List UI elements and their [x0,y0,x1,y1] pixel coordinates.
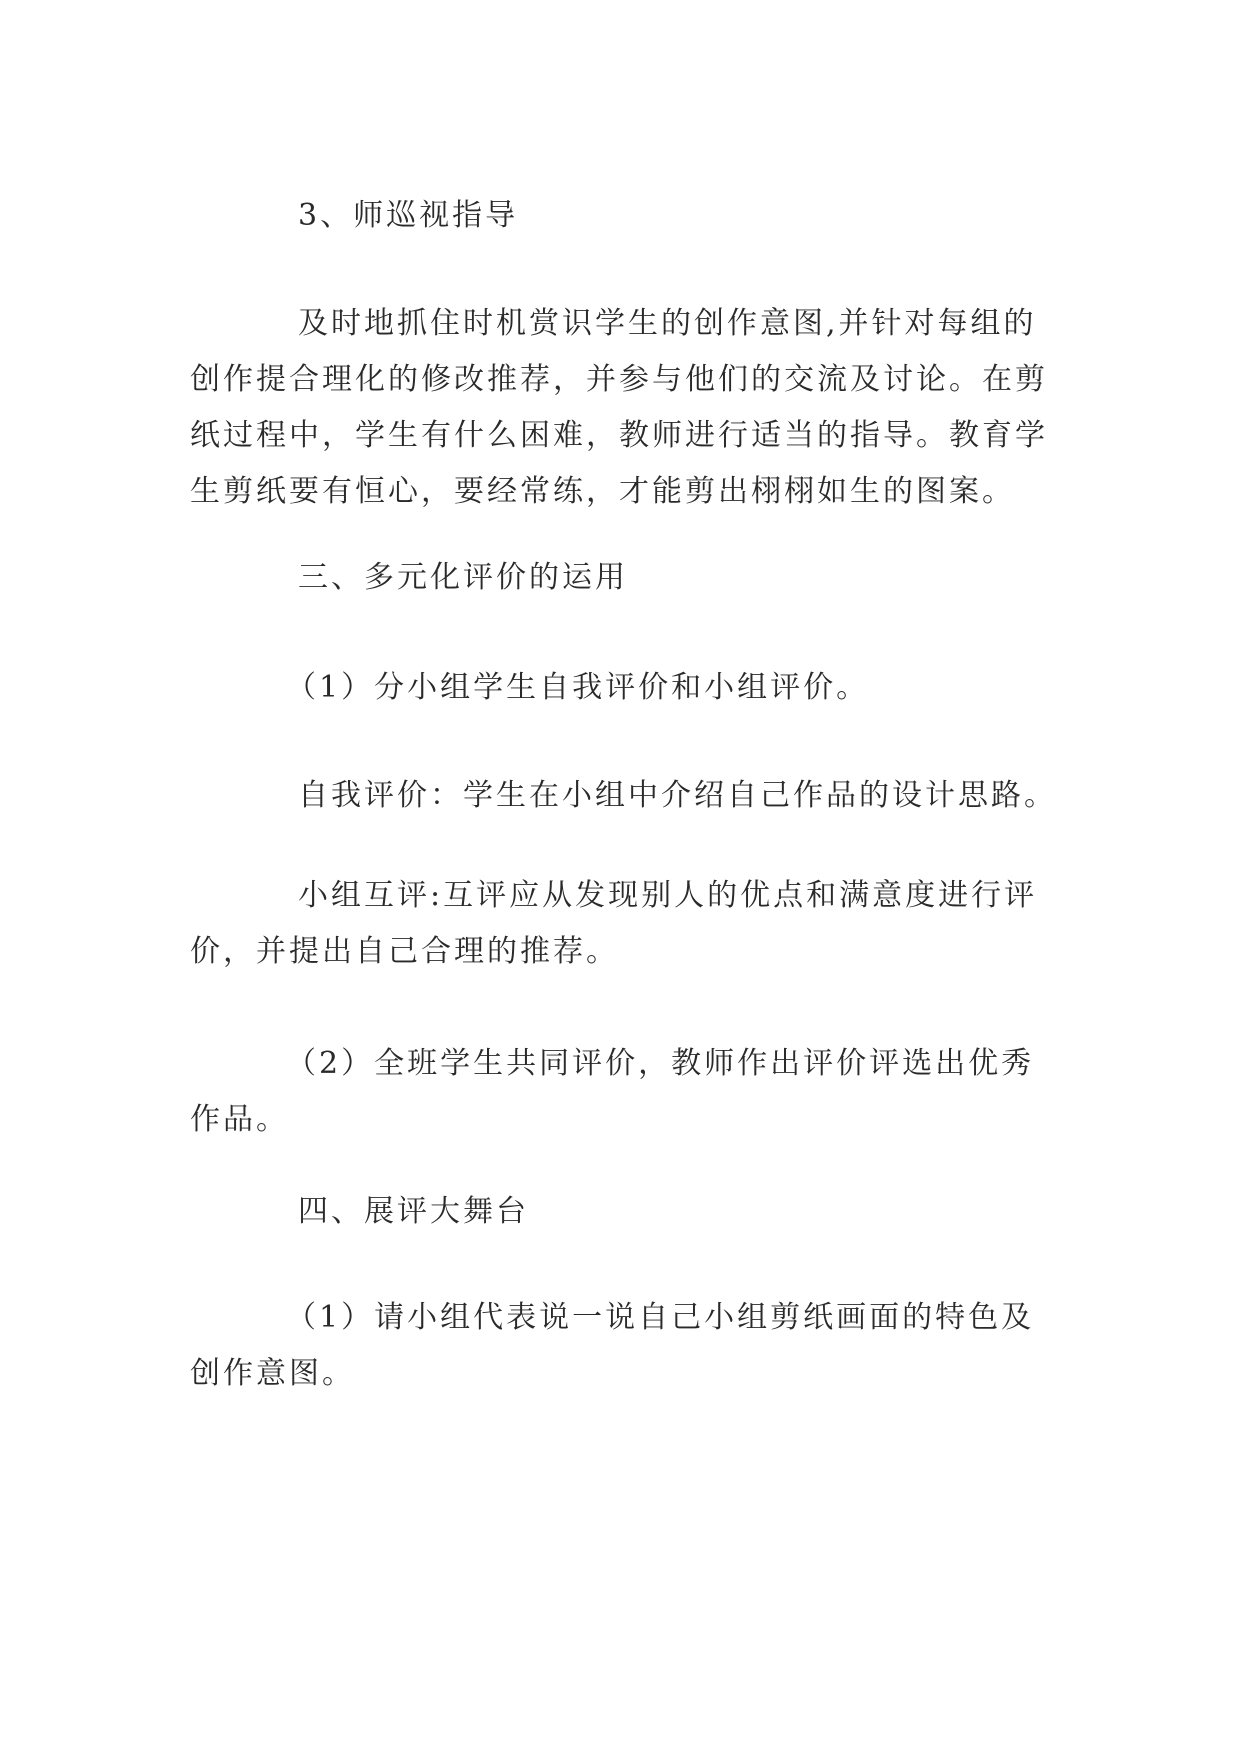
paragraph-line: 创作提合理化的修改推荐，并参与他们的交流及讨论。在剪 [190,362,1048,397]
paragraph-line: 生剪纸要有恒心，要经常练，才能剪出栩栩如生的图案。 [190,474,1015,509]
paragraph-line: 创作意图。 [190,1356,355,1391]
paragraph-group-evaluation [190,660,1050,716]
paragraph-line: 作品。 [190,1102,289,1137]
paragraph-line: 四、展评大舞台 [298,1194,529,1229]
paragraph-self-evaluation [190,768,1057,824]
paragraph-line: 纸过程中，学生有什么困难，教师进行适当的指导。教育学 [190,418,1048,453]
paragraph-guidance-detail [190,296,1050,520]
paragraph-line: 及时地抓住时机赏识学生的创作意图,并针对每组的 [298,306,1037,341]
paragraph-line: 自我评价：学生在小组中介绍自己作品的设计思路。 [298,778,1057,813]
heading-section-four [190,1184,1050,1240]
paragraph-line: （1）分小组学生自我评价和小组评价。 [286,670,870,705]
paragraph-line: 三、多元化评价的运用 [298,560,628,595]
paragraph-group-presentation [190,1290,1050,1402]
paragraph-line: 小组互评:互评应从发现别人的优点和满意度进行评 [298,878,1038,913]
paragraph-peer-evaluation [190,868,1050,980]
paragraph-line: 3、师巡视指导 [298,198,519,233]
heading-section-three [190,550,1050,606]
paragraph-line: （2）全班学生共同评价，教师作出评价评选出优秀 [286,1046,1035,1081]
paragraph-class-evaluation [190,1036,1050,1148]
paragraph-line: （1）请小组代表说一说自己小组剪纸画面的特色及 [286,1300,1035,1335]
heading-patrol-guidance [190,188,1050,244]
paragraph-line: 价，并提出自己合理的推荐。 [190,934,619,969]
